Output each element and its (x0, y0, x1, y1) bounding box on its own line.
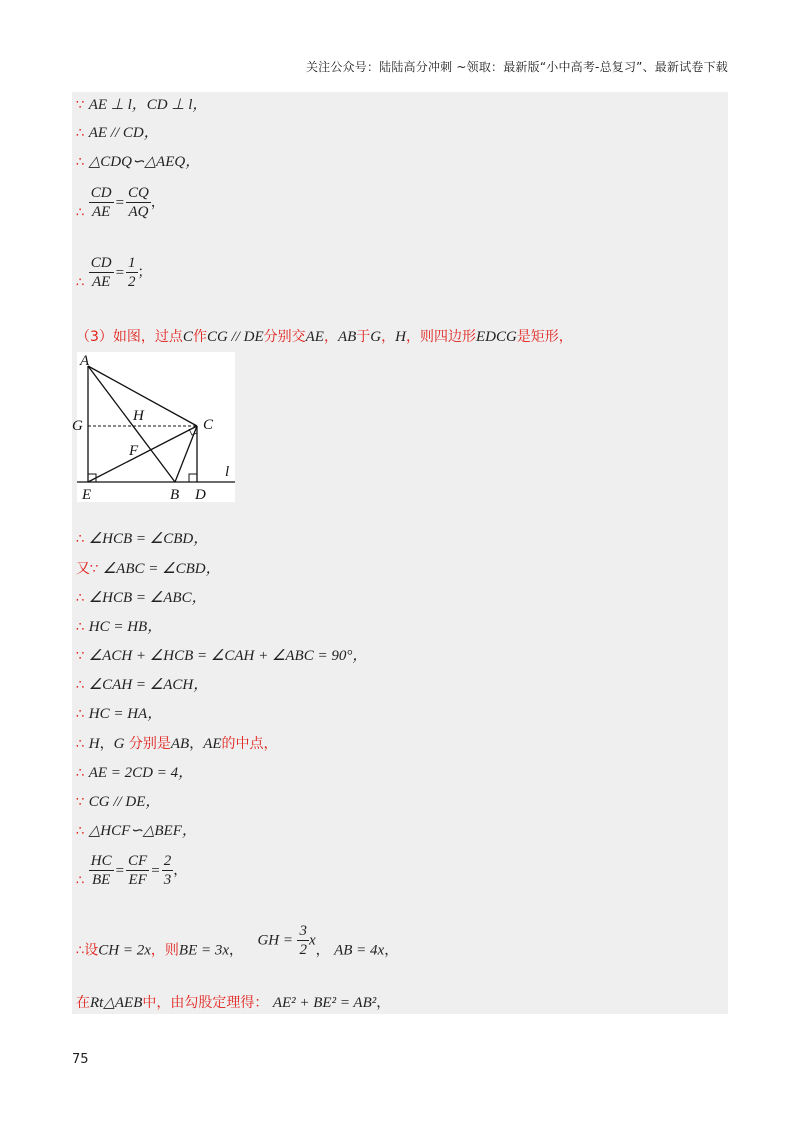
text: ，则 (150, 942, 179, 959)
line-13 (76, 705, 162, 724)
line-8 (76, 560, 221, 579)
math: CH = 2x (98, 942, 151, 959)
denominator: 2 (128, 274, 136, 290)
math: H (395, 329, 406, 345)
line-2 (76, 124, 159, 143)
math: AB (170, 736, 190, 752)
numerator: CQ (128, 185, 149, 201)
numerator: 2 (163, 853, 172, 869)
equals-sign: = (115, 194, 125, 211)
equals-sign: = (115, 862, 125, 879)
text: 分别交 (263, 329, 306, 345)
line-3 (76, 153, 200, 172)
therefore-symbol: ∴ (76, 873, 85, 889)
math: C (182, 329, 193, 345)
line-11 (76, 647, 367, 666)
denominator: AQ (128, 204, 149, 220)
math: AE (203, 736, 222, 752)
label-g: G (72, 418, 83, 434)
math: AE² + BE² = AB² (272, 995, 377, 1011)
equals-sign: = (115, 264, 125, 281)
math-expression: AE // CD， (88, 125, 159, 141)
line-19 (76, 923, 399, 969)
text: ， (315, 942, 330, 959)
because-symbol: ∵ (76, 649, 85, 664)
text: 作 (192, 329, 207, 345)
gh-expression (257, 922, 315, 959)
fraction (89, 184, 114, 221)
math-expression: AE ⊥ l，CD ⊥ l， (88, 97, 208, 113)
math: EDCG (475, 329, 517, 345)
line-20 (76, 994, 390, 1012)
math: H (88, 736, 100, 752)
line-14 (76, 735, 278, 754)
punctuation: ； (137, 264, 152, 281)
math: AE (305, 329, 324, 345)
math-expression: AE = 2CD = 4， (88, 765, 194, 781)
text: 在 (76, 995, 90, 1011)
fraction (89, 852, 114, 889)
therefore-symbol: ∴ (76, 155, 85, 170)
fraction (126, 852, 149, 889)
therefore-symbol: ∴ (76, 205, 85, 221)
label-h: H (133, 408, 144, 424)
text: ， (189, 736, 204, 752)
because-symbol: ∵ (90, 562, 99, 577)
solution-content (72, 92, 728, 1014)
fraction (126, 184, 151, 221)
math: G (113, 736, 125, 752)
label-d: D (195, 487, 206, 503)
line-16 (76, 793, 160, 812)
line-6 (76, 328, 573, 346)
denominator: 2 (299, 942, 307, 958)
text: ， (381, 329, 396, 345)
line-9 (76, 589, 207, 608)
line-10 (76, 618, 162, 637)
math: AB (337, 329, 357, 345)
text: ， (376, 995, 391, 1011)
line-1 (76, 96, 207, 115)
text: 分别是 (128, 736, 171, 752)
numerator: 3 (299, 923, 307, 939)
line-15 (76, 764, 193, 783)
text: ，则四边形 (405, 329, 476, 345)
fraction (162, 852, 174, 889)
denominator: AE (91, 274, 111, 290)
therefore-symbol: ∴ (76, 532, 85, 547)
therefore-symbol: ∴ (76, 620, 85, 635)
punctuation: ， (150, 194, 165, 211)
math-expression: ∠HCB = ∠ABC， (88, 590, 207, 606)
numerator: HC (90, 853, 112, 869)
denominator: BE (91, 872, 111, 888)
text: 是矩形， (516, 329, 573, 345)
text: 的中点， (221, 736, 278, 752)
geometry-figure (72, 352, 235, 503)
text: 又 (76, 561, 90, 577)
geometry-diagram (72, 352, 235, 503)
label-b: B (170, 487, 180, 503)
math-expression: △CDQ∽△AEQ， (88, 154, 201, 170)
punctuation: ， (173, 862, 188, 879)
text: 于 (356, 329, 371, 345)
fraction (297, 922, 309, 959)
page-header: 关注公众号：陆陆高分冲刺 ~领取：最新版“小中高考-总复习”、最新试卷下载 (305, 60, 728, 74)
math-expression: △HCF∽△BEF， (88, 823, 197, 839)
text: ， (384, 942, 399, 959)
line-4 (76, 184, 165, 223)
math-expression: ∠CAH = ∠ACH， (88, 677, 209, 693)
therefore-symbol: ∴ (76, 678, 85, 693)
math-expression: HC = HB， (88, 619, 163, 635)
line-12 (76, 676, 208, 695)
numerator: 1 (128, 255, 136, 271)
numerator: CD (90, 185, 112, 201)
math-expression: ∠HCB = ∠CBD， (88, 531, 209, 547)
therefore-symbol: ∴ (76, 766, 85, 781)
label-a: A (80, 353, 90, 369)
therefore-symbol: ∴ (76, 943, 85, 959)
text: ， (229, 942, 244, 959)
segment-ec (88, 426, 197, 482)
text: 中，由勾股定理得： (142, 995, 269, 1011)
math-expression: ∠ACH + ∠HCB = ∠CAH + ∠ABC = 90°， (88, 648, 368, 664)
math: G (370, 329, 382, 345)
page-number: 75 (72, 1052, 89, 1067)
equals-sign: = (151, 862, 160, 879)
denominator: 3 (163, 872, 172, 888)
label-l: l (225, 464, 230, 480)
therefore-symbol: ∴ (76, 275, 85, 291)
segment-ab (88, 366, 175, 482)
text: （3）如图，过点 (76, 329, 183, 345)
label-c: C (203, 417, 214, 433)
denominator: EF (128, 872, 147, 888)
label-f: F (129, 443, 139, 459)
denominator: AE (91, 204, 111, 220)
therefore-symbol: ∴ (76, 591, 85, 606)
because-symbol: ∵ (76, 795, 85, 810)
math-expression: HC = HA， (88, 706, 163, 722)
right-angle-d (189, 474, 197, 482)
numerator: CD (90, 255, 112, 271)
math-expression: CG // DE， (88, 794, 161, 810)
math: AB = 4x (334, 942, 385, 959)
math-expression: ∠ABC = ∠CBD， (102, 561, 221, 577)
therefore-symbol: ∴ (76, 126, 85, 141)
line-7 (76, 530, 208, 549)
math: BE = 3x (178, 942, 230, 959)
fraction (89, 254, 114, 291)
text: 设 (84, 942, 99, 959)
math: Rt△AEB (90, 995, 143, 1011)
math: CG // DE (206, 329, 264, 345)
numerator: CF (128, 853, 148, 869)
therefore-symbol: ∴ (76, 737, 85, 752)
text: ， (323, 329, 338, 345)
because-symbol: ∵ (76, 98, 85, 113)
therefore-symbol: ∴ (76, 824, 85, 839)
label-e: E (82, 487, 92, 503)
line-18 (76, 852, 187, 891)
therefore-symbol: ∴ (76, 707, 85, 722)
text: ， (99, 736, 114, 752)
math: GH = (257, 932, 294, 949)
line-17 (76, 822, 197, 841)
line-5 (76, 254, 152, 293)
fraction (126, 254, 138, 291)
math: x (308, 932, 316, 949)
